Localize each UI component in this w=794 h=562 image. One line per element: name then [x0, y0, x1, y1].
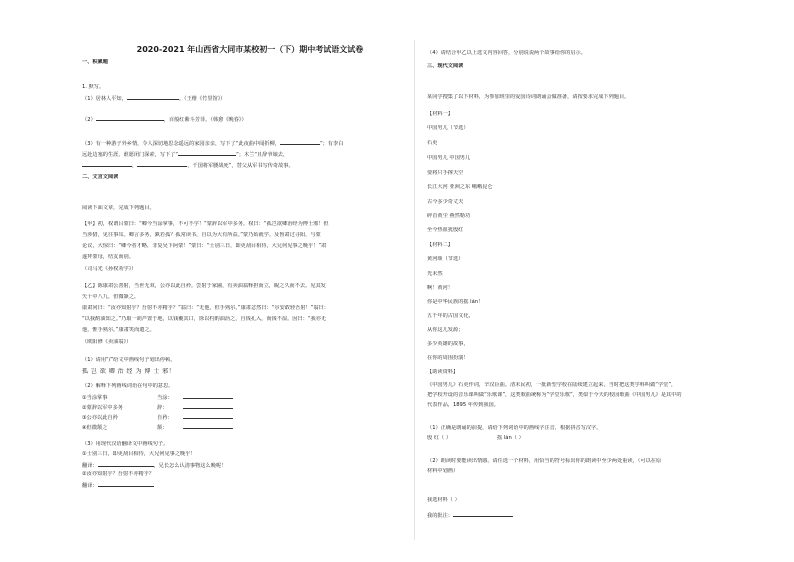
poem-1-line: 要将只手撑天空 — [427, 170, 464, 176]
question-1-3-line1: （3）有一种游子外乡情，令人深切地思念遥远的家园亲亲，写下了“此夜曲中闻折柳， ”；有李白 — [82, 141, 344, 147]
poem-1-line: 长江大河 亚洲之东 峨峨昆仑 — [427, 184, 493, 190]
reading-instructions: 阅读下面文章，完成下列题目。 — [82, 205, 155, 211]
question-1-2: （2） ，百般红紫斗芳菲。（韩愈《晚春》） — [82, 117, 247, 123]
passage-b-line: 他，惟手熟尔。”康肃笑而遣之。 — [82, 327, 155, 333]
passage-b-line: 【乙】陈康肃公善射，当世无双，公亦以此自矜。尝射于家圃，有卖油翁释担而立，睨之久而不去。见其发 — [82, 283, 326, 289]
question-4-translation-2: 翻译： — [82, 481, 154, 490]
poem-2-line: 五千年的古国文化， — [427, 313, 474, 319]
poem-2-line: 在你的周围扮演！ — [427, 355, 469, 361]
question-2-sentence: 孤 岂 欲 卿 治 经 为 博 士 邪！ — [82, 368, 176, 375]
section-heading-accumulation: 一、积累题 — [82, 59, 108, 65]
answer-blank[interactable] — [183, 413, 233, 419]
question-1-heading: 1. 默写。 — [82, 84, 105, 90]
passage-b-line: “以我酌油知之。”乃取一葫芦置于地，以钱覆其口，徐以杓酌油沥之，自钱孔入，而钱不湿。因曰：“我亦无 — [82, 316, 327, 322]
question-1-1: （1）居林人平知， 。（王维《竹里馆》） — [82, 96, 226, 102]
poem-2-title: 黄河颂（节选） — [427, 256, 464, 262]
answer-blank[interactable] — [98, 481, 154, 487]
reference-line: 把学校开设的音乐课叫做“乐歌课”，这类歌曲统称为“学堂乐歌”，类似于今天的校园歌曲《中国男儿》是其中的 — [427, 392, 682, 398]
question-3-heading: （2）解释下列画线词语在句中的意思。 — [82, 383, 174, 389]
poem-2-author: 光未然 — [427, 271, 443, 277]
answer-blank[interactable] — [183, 423, 233, 429]
column-divider — [414, 40, 415, 540]
reference-line: 代表作品，1895 年传到我国。 — [427, 402, 499, 408]
passage-a-source: （司马光《孙权劝学》） — [82, 266, 137, 272]
poem-2-line: 你是中华民族的摇 lán！ — [427, 299, 484, 305]
question-3-item: ②蒙辞以军中多务 辞： — [82, 403, 233, 412]
answer-blank[interactable] — [98, 461, 154, 467]
answer-blank[interactable] — [183, 403, 233, 409]
page-title: 2020-2021 年山西省大同市某校初一（下）期中考试语文试卷 — [136, 45, 364, 54]
question-7-heading-cont: 材料中划画） — [427, 468, 459, 474]
question-6-items: 殷 红（ ） 摇 lán（ ） — [427, 435, 524, 441]
material-2-label: 【材料二】 — [427, 242, 453, 248]
poem-1-title: 中国男儿（节选） — [427, 125, 469, 131]
answer-blank[interactable] — [127, 94, 179, 100]
passage-b-line: 康肃问曰：“汝亦知射乎？吾射不亦精乎？”翁曰：“无他，但手熟尔。”康肃忿然曰：“尔安敢轻吾射！”翁曰： — [82, 305, 329, 311]
question-5-heading: （4）请结合甲乙以上选文内容回答，分别说说两个故事给你的启示。 — [427, 50, 586, 56]
answer-blank[interactable] — [178, 150, 236, 156]
section-heading-modern: 三、现代文阅读 — [427, 63, 464, 69]
poem-1-line: 古今多少奇丈夫 — [427, 199, 464, 205]
poem-1-line: 至今热血犹殷红 — [427, 227, 464, 233]
poem-2-line: 啊！黄河！ — [427, 285, 453, 291]
question-6-heading: （1）正确是朗诵的前提，请给下列词语中的画线字注音，根据拼音写汉字。 — [427, 425, 602, 431]
passage-b-line: 矢十中八九，但微颔之。 — [82, 294, 140, 300]
poem-1-line: 中国男儿 中国男儿 — [427, 155, 471, 161]
question-7-heading: （2）朗读时要能读出情感。请任选一个材料，用恰当的符号标出你的朗读中至少两处重读，（可以在原 — [427, 458, 662, 464]
passage-a-line: 当涉猎，见往事耳。卿言多务，孰若孤？孤常读书，自以为大有所益。”蒙乃始就学。及鲁肃过寻阳，与蒙 — [82, 232, 321, 238]
passage-a-line: 论议，大惊曰：“卿今者才略，非复吴下阿蒙！”蒙曰：“士别三日，即更刮目相待，大兄何见事之晚乎！”肃 — [82, 243, 327, 249]
answer-blank[interactable] — [137, 161, 187, 167]
question-4-heading: （3）用现代汉语翻译文中画线句子。 — [82, 441, 169, 447]
question-4-translation-1: 翻译： ，兄长怎么认清事物这么晚呢！ — [82, 463, 227, 469]
answer-blank[interactable] — [96, 115, 164, 121]
passage-b-source: （欧阳修《卖油翁》） — [82, 339, 132, 345]
question-3-item: ④但微颔之 颔： — [82, 423, 233, 432]
reference-line: 《中国男儿》石更作词，辛汉臣曲。清末民初，一批新型学校在陆续建立起来，当时把这类学科叫做“学堂”， — [427, 382, 677, 388]
annotation-line: 我的批注： — [427, 511, 513, 520]
question-4-sentence-1: ①士别三日，即更刮目相待，大兄何见事之晚乎！ — [82, 451, 196, 457]
question-2-heading: （1）请用“/”给文中画线句子划出停顿。 — [82, 357, 176, 363]
question-1-3-line2: 远赴边塞的生涯。谁愿闭门深索，写下了“ ”；木兰“且辞爷娘去， — [82, 152, 289, 158]
answer-blank[interactable] — [82, 161, 132, 167]
poem-1-author: 石更 — [427, 140, 438, 146]
question-3-item: ③公亦以此自矜 自矜： — [82, 413, 233, 422]
passage-a-line: 遂拜蒙母，结友而别。 — [82, 254, 134, 260]
reference-label: 【助读资料】 — [427, 369, 459, 375]
poem-1-line: 碎首黄尘 燕然勒功 — [427, 213, 471, 219]
answer-blank[interactable] — [453, 511, 513, 517]
question-3-item: ①当涂掌事 当涂： — [82, 393, 233, 402]
section-heading-classical: 二、文言文阅读 — [82, 174, 119, 180]
answer-blank[interactable] — [280, 139, 320, 145]
question-1-3-line3: ， ，千国将军腰战死”，替父从军书写传奇故事。 — [82, 161, 294, 170]
question-4-sentence-2: ②汝亦知射乎？吾射不亦精乎？ — [82, 471, 155, 477]
poem-2-line: 从你这儿发源； — [427, 327, 464, 333]
poem-2-line: 多少英雄的故事， — [427, 341, 469, 347]
material-1-label: 【材料一】 — [427, 111, 453, 117]
material-choice: 我选材料（ ） — [427, 497, 460, 503]
answer-blank[interactable] — [183, 393, 233, 399]
passage-a-line: 【甲】初，权谓吕蒙曰：“卿今当涂掌事，不可不学！”蒙辞以军中多务。权曰：“孤岂欲卿治经为博士邪！但 — [82, 221, 329, 227]
material-intro: 某同学搜集了以下材料，为参加班里的爱国诗词朗诵会做准备，请按要求完成下列题目。 — [427, 94, 630, 100]
